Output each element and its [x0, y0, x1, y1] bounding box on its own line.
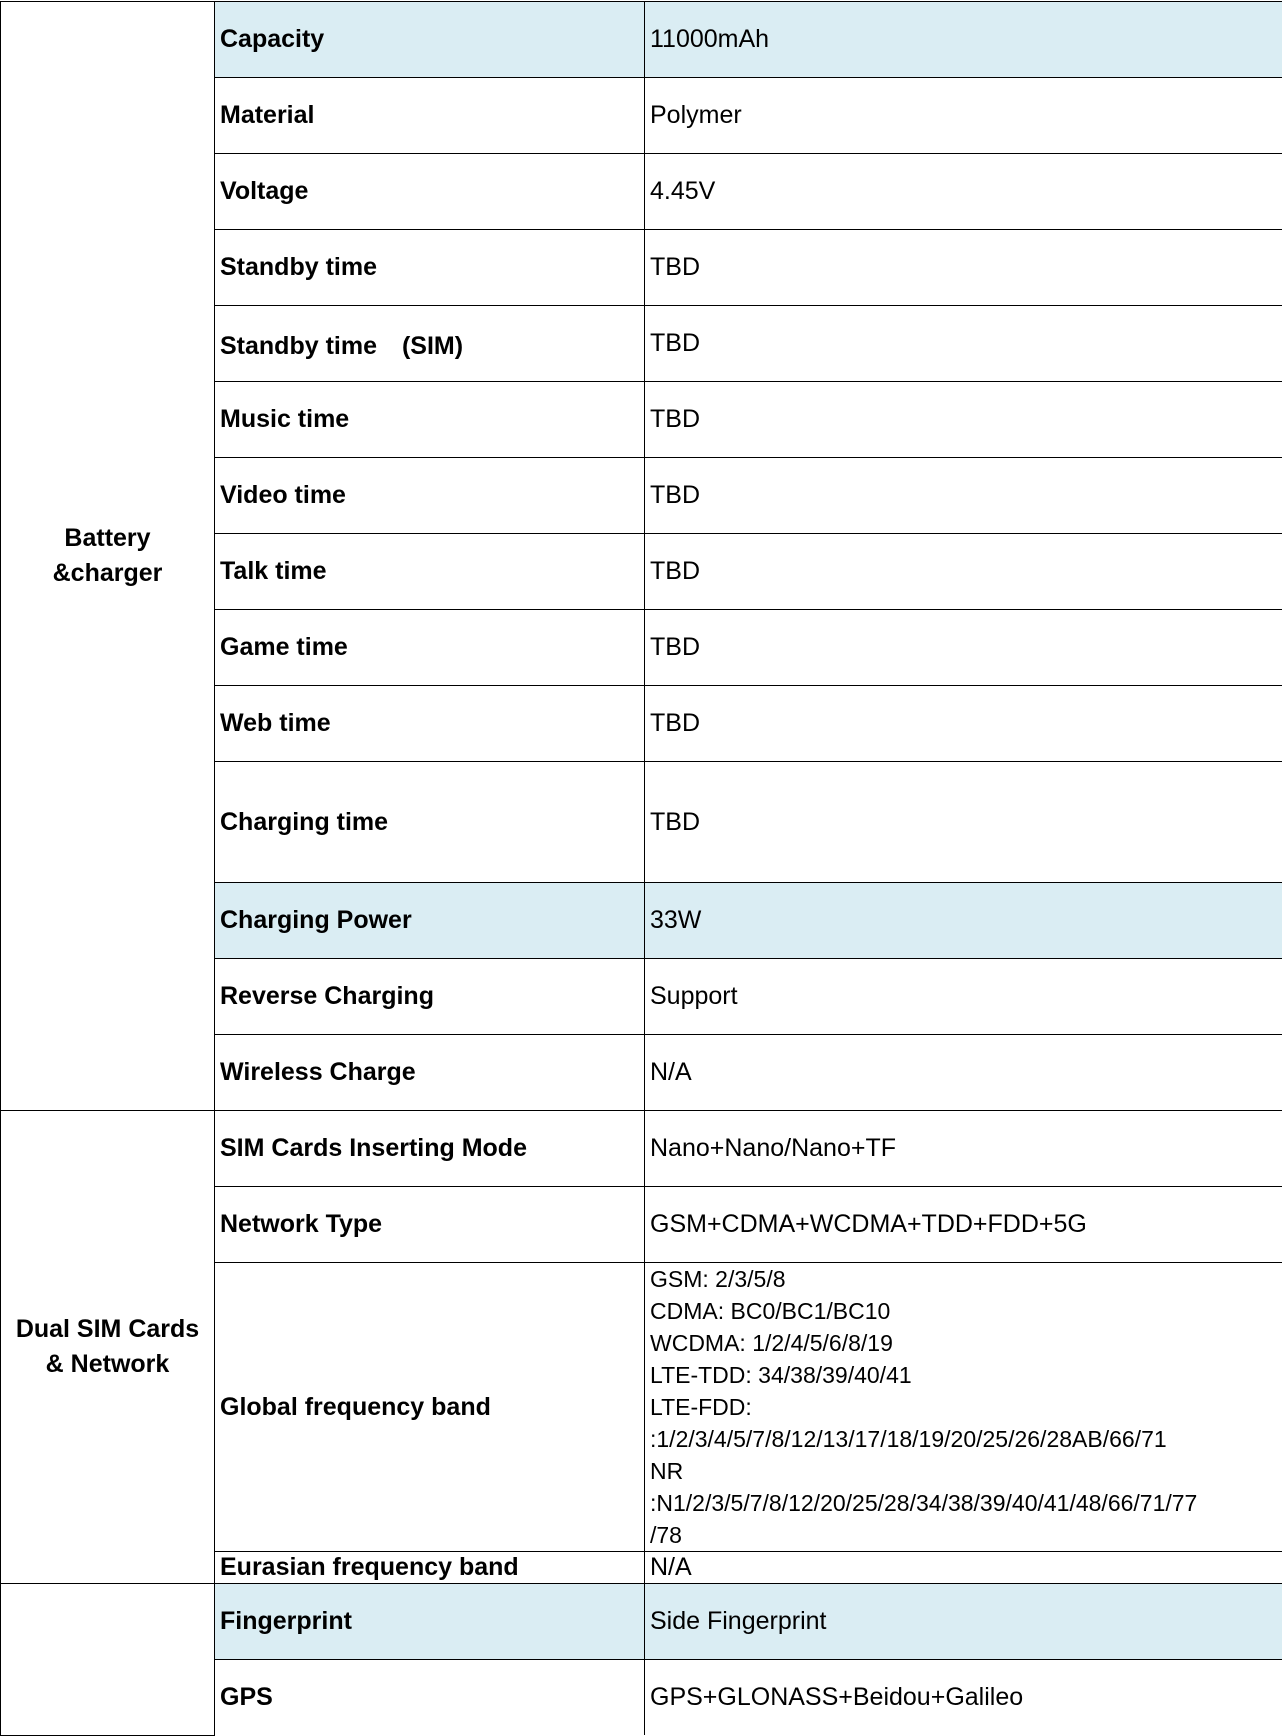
- spec-label: Global frequency band: [215, 1263, 645, 1552]
- spec-value: GSM+CDMA+WCDMA+TDD+FDD+5G: [645, 1187, 1282, 1263]
- spec-value: TBD: [645, 382, 1282, 458]
- spec-value: Polymer: [645, 78, 1282, 154]
- spec-label: Voltage: [215, 154, 645, 230]
- spec-label: Network Type: [215, 1187, 645, 1263]
- spec-label: Talk time: [215, 534, 645, 610]
- spec-label: Reverse Charging: [215, 959, 645, 1035]
- spec-label: Web time: [215, 686, 645, 762]
- spec-value-bands: GSM: 2/3/5/8 CDMA: BC0/BC1/BC10 WCDMA: 1/2/4/5/6/8/19 LTE-TDD: 34/38/39/40/41 LTE-FDD: :1/2/3/4/5/7/8/12/13/17/18/19/20/25/26/28AB/66/71 NR :N1/2/3/5/7/8/12/20/25/28/34/38/39/40/41/48/66/71/77 /78: [645, 1263, 1282, 1552]
- spec-value: TBD: [645, 458, 1282, 534]
- spec-value: 11000mAh: [645, 2, 1282, 78]
- spec-row: [1, 1111, 1282, 1187]
- spec-label: Material: [215, 78, 645, 154]
- spec-label: Charging time: [215, 762, 645, 883]
- spec-value: TBD: [645, 306, 1282, 382]
- spec-value: Nano+Nano/Nano+TF: [645, 1111, 1282, 1187]
- spec-label: Music time: [215, 382, 645, 458]
- spec-value: Side Fingerprint: [645, 1584, 1282, 1660]
- spec-row: [1, 2, 1282, 78]
- spec-label: Standby time: [215, 230, 645, 306]
- spec-value: TBD: [645, 762, 1282, 883]
- category-dual-sim-network: [1, 1111, 215, 1584]
- spec-value: TBD: [645, 230, 1282, 306]
- spec-label: Charging Power: [215, 883, 645, 959]
- spec-value: GPS+GLONASS+Beidou+Galileo: [645, 1660, 1282, 1736]
- category-blank: [1, 1584, 215, 1736]
- spec-value: TBD: [645, 686, 1282, 762]
- spec-label: Game time: [215, 610, 645, 686]
- spec-table: [0, 1, 1282, 1736]
- spec-label: Standby time (SIM): [215, 306, 645, 382]
- spec-label: SIM Cards Inserting Mode: [215, 1111, 645, 1187]
- spec-label: Capacity: [215, 2, 645, 78]
- category-battery-charger: [1, 2, 215, 1111]
- category-label: Dual SIM Cards & Network: [16, 1315, 199, 1378]
- spec-value: N/A: [645, 1035, 1282, 1111]
- spec-value: TBD: [645, 534, 1282, 610]
- spec-value: 33W: [645, 883, 1282, 959]
- spec-label: Eurasian frequency band: [215, 1552, 645, 1584]
- spec-label: GPS: [215, 1660, 645, 1736]
- spec-label: Video time: [215, 458, 645, 534]
- spec-value: 4.45V: [645, 154, 1282, 230]
- category-label: Battery &charger: [53, 524, 163, 587]
- spec-label: Fingerprint: [215, 1584, 645, 1660]
- spec-value: N/A: [645, 1552, 1282, 1584]
- spec-value: Support: [645, 959, 1282, 1035]
- spec-label: Wireless Charge: [215, 1035, 645, 1111]
- spec-row: [1, 1584, 1282, 1660]
- spec-value: TBD: [645, 610, 1282, 686]
